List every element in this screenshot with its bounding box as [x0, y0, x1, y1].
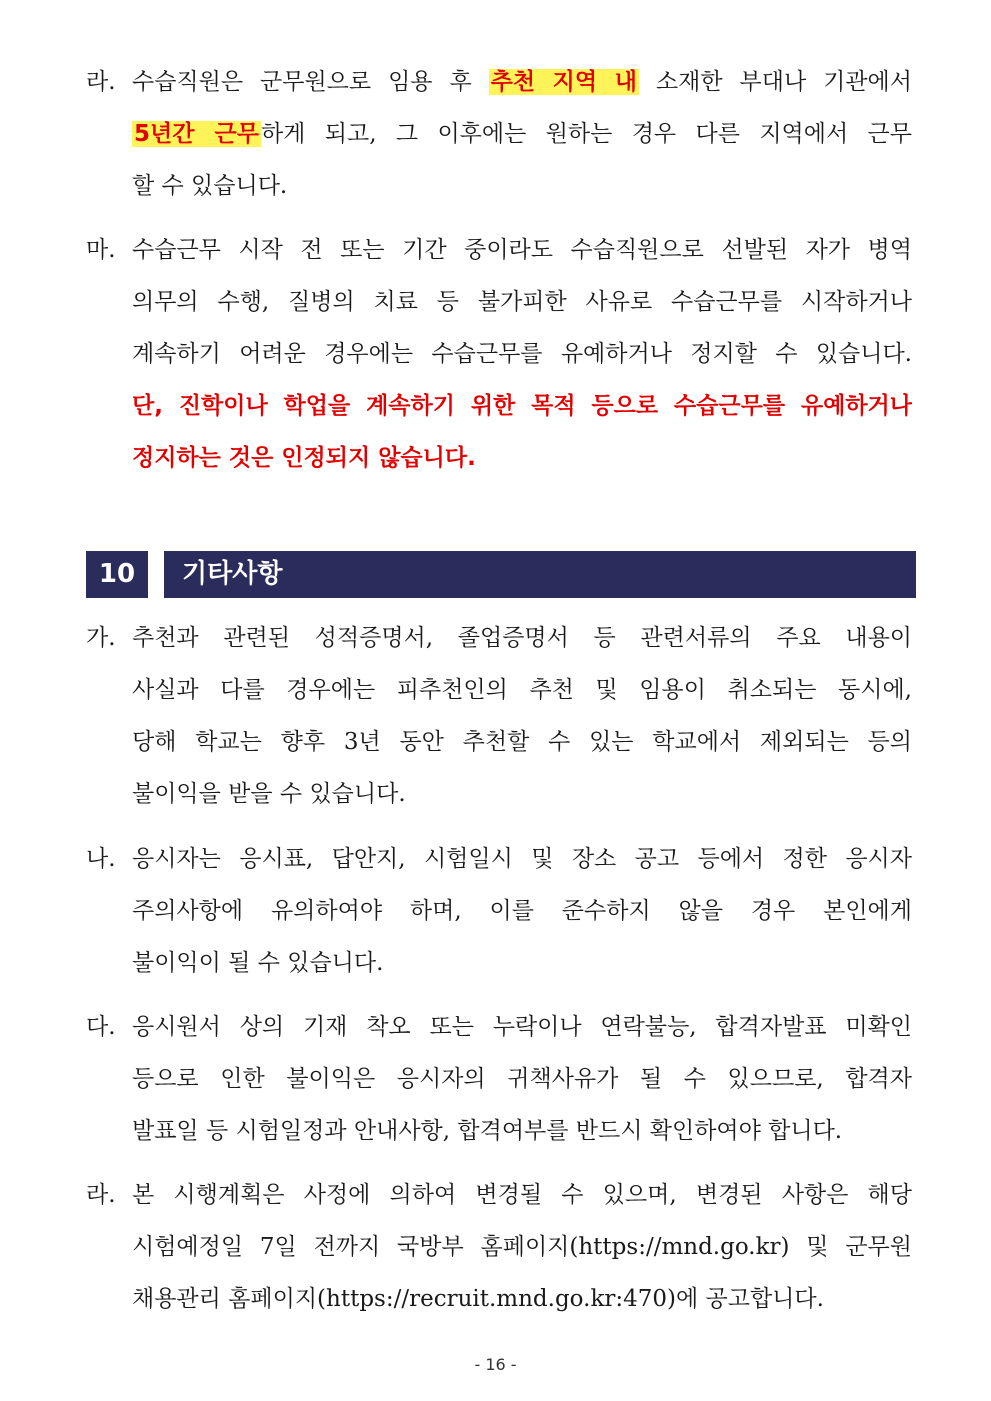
highlight-text: 5년간 근무 [134, 121, 259, 147]
item-marker: 라. [86, 1182, 116, 1208]
text-line: 사실과 다를 경우에는 피추천인의 추천 및 임용이 취소되는 동시에, [132, 677, 912, 703]
text-line: 수습근무 시작 전 또는 기간 중이라도 수습직원으로 선발된 자가 병역 [132, 237, 912, 263]
item-marker: 마. [86, 237, 116, 263]
text-line: 의무의 수행, 질병의 치료 등 불가피한 사유로 수습근무를 시작하거나 [132, 289, 912, 315]
item-marker: 나. [86, 846, 116, 872]
item-marker: 다. [86, 1014, 116, 1040]
section-title: 기타사항 [164, 551, 916, 598]
text-line: 할 수 있습니다. [132, 173, 288, 199]
section-header [86, 551, 916, 598]
text-line: 주의사항에 유의하여야 하며, 이를 준수하지 않을 경우 본인에게 [132, 898, 912, 924]
item-ma [86, 224, 912, 484]
text-line: 응시원서 상의 기재 착오 또는 누락이나 연락불능, 합격자발표 미확인 [132, 1014, 912, 1040]
text-line: 시험예정일 7일 전까지 국방부 홈페이지(https://mnd.go.kr) 및 군무원 [132, 1234, 912, 1260]
page-number: - 16 - [474, 1355, 517, 1374]
item-ra-top [86, 56, 912, 212]
text-line: 5년간 근무하게 되고, 그 이후에는 원하는 경우 다른 지역에서 근무 [134, 121, 912, 147]
text-line: 계속하기 어려운 경우에는 수습근무를 유예하거나 정지할 수 있습니다. [132, 341, 912, 367]
item-marker: 가. [86, 625, 116, 651]
item-marker: 라. [86, 69, 116, 95]
item-ga [86, 612, 912, 820]
text-line: 응시자는 응시표, 답안지, 시험일시 및 장소 공고 등에서 정한 응시자 [132, 846, 912, 872]
warning-line: 단, 진학이나 학업을 계속하기 위한 목적 등으로 수습근무를 유예하거나 [132, 393, 912, 419]
text-line: 등으로 인한 불이익은 응시자의 귀책사유가 될 수 있으므로, 합격자 [132, 1066, 912, 1092]
text-line: 수습직원은 군무원으로 임용 후 추천 지역 내 소재한 부대나 기관에서 [132, 69, 912, 95]
item-na [86, 833, 912, 989]
text-line: 당해 학교는 향후 3년 동안 추천할 수 있는 학교에서 제외되는 등의 [132, 729, 912, 755]
warning-line: 정지하는 것은 인정되지 않습니다. [132, 445, 476, 471]
text-line: 발표일 등 시험일정과 안내사항, 합격여부를 반드시 확인하여야 합니다. [132, 1118, 843, 1144]
text-line: 불이익이 될 수 있습니다. [132, 950, 384, 976]
item-ra-bottom [86, 1169, 912, 1325]
item-da [86, 1001, 912, 1157]
text-line: 채용관리 홈페이지(https://recruit.mnd.go.kr:470)에 공고합니다. [132, 1286, 824, 1312]
text-line: 본 시행계획은 사정에 의하여 변경될 수 있으며, 변경된 사항은 해당 [132, 1182, 912, 1208]
highlight-text: 추천 지역 내 [490, 69, 637, 95]
text-line: 불이익을 받을 수 있습니다. [132, 781, 406, 807]
text-line: 추천과 관련된 성적증명서, 졸업증명서 등 관련서류의 주요 내용이 [132, 625, 912, 651]
section-number: 10 [86, 551, 148, 598]
